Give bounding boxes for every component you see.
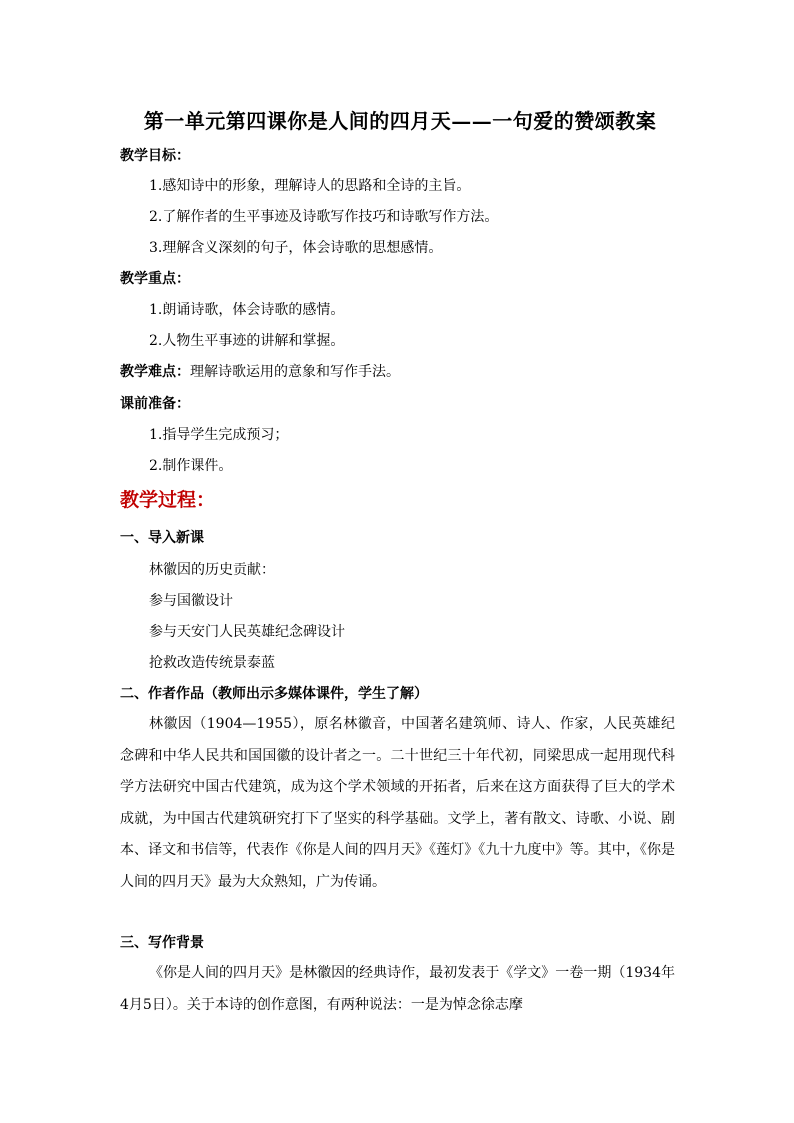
preparation-item: 1.指导学生完成预习；	[149, 427, 289, 443]
difficulty-text: 理解诗歌运用的意象和写作手法。	[190, 364, 400, 380]
key-point-item: 2.人物生平事迹的讲解和掌握。	[149, 333, 345, 349]
objective-item: 2.了解作者的生平事迹及诗歌写作技巧和诗歌写作方法。	[149, 209, 499, 225]
preparation-heading: 课前准备：	[120, 396, 190, 412]
section3-heading: 三、写作背景	[120, 935, 204, 951]
section1-item: 参与国徽设计	[149, 593, 233, 609]
section2-heading: 二、作者作品（教师出示多媒体课件，学生了解）	[120, 686, 428, 702]
section1-item: 林徽因的历史贡献：	[149, 562, 275, 578]
section1-item: 参与天安门人民英雄纪念碑设计	[149, 624, 345, 640]
preparation-item: 2.制作课件。	[149, 458, 233, 474]
difficulty-line	[120, 362, 400, 382]
key-point-item: 1.朗诵诗歌，体会诗歌的感情。	[149, 302, 345, 318]
section2-paragraph: 林徽因（1904—1955），原名林徽音，中国著名建筑师、诗人、作家，人民英雄纪念碑和中华人民共和国国徽的设计者之一。二十世纪三十年代初，同梁思成一起用现代科学方法研究中国古代建筑，成为这个学术领域的开拓者，后来在这方面获得了巨大的学术成就，为中国古代建筑研究打下了坚实的科学基础。文学上，著有散文、诗歌、小说、剧本、译文和书信等，代表作《你是人间的四月天》《莲灯》《九十九度中》等。其中，《你是人间的四月天》最为大众熟知，广为传诵。	[120, 716, 675, 890]
objectives-heading: 教学目标：	[120, 148, 190, 164]
process-heading: 教学过程：	[120, 489, 216, 511]
objective-item: 1.感知诗中的形象，理解诗人的思路和全诗的主旨。	[149, 178, 471, 194]
section1-heading: 一、导入新课	[120, 530, 204, 546]
objective-item: 3.理解含义深刻的句子，体会诗歌的思想感情。	[149, 240, 443, 256]
section3-paragraph: 《你是人间的四月天》是林徽因的经典诗作，最初发表于《学文》一卷一期（1934年4月5日）。关于本诗的创作意图，有两种说法：一是为悼念徐志摩	[120, 965, 675, 1013]
difficulty-heading: 教学难点：	[120, 364, 190, 380]
document-title: 第一单元第四课你是人间的四月天——一句爱的赞颂教案	[143, 109, 657, 133]
key-points-heading: 教学重点：	[120, 271, 190, 287]
section1-item: 抢救改造传统景泰蓝	[149, 655, 275, 671]
